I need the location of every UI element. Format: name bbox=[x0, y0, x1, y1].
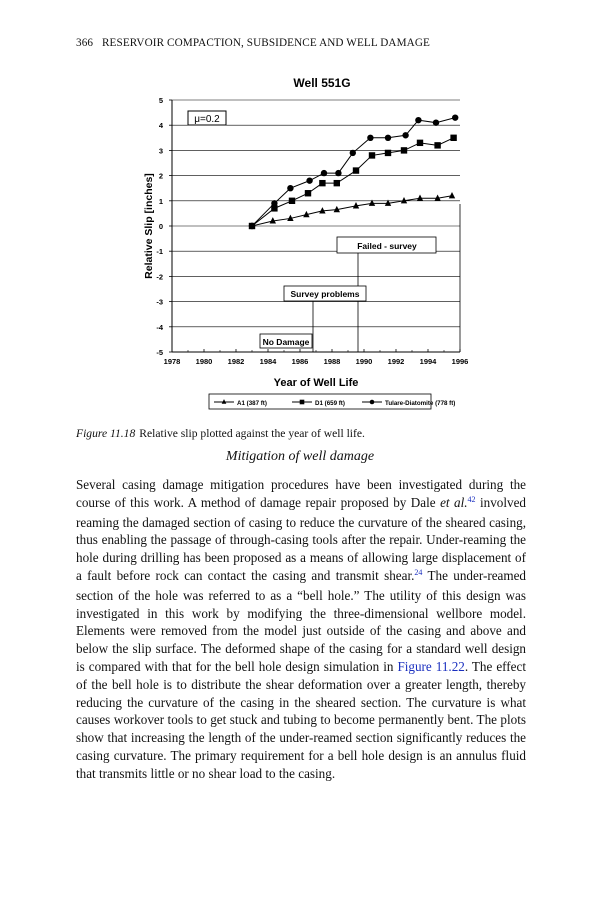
x-tick-label: 1980 bbox=[195, 357, 213, 366]
point-circle bbox=[370, 400, 375, 405]
point-triangle bbox=[417, 194, 423, 200]
y-tick-label: 5 bbox=[158, 96, 163, 105]
legend bbox=[209, 394, 455, 409]
figure-caption bbox=[76, 427, 365, 440]
legend-label: A1 (387 ft) bbox=[237, 400, 267, 407]
point-triangle bbox=[449, 192, 455, 198]
y-axis-label: Relative Slip [inches] bbox=[143, 173, 155, 279]
y-tick-label: -5 bbox=[156, 348, 163, 357]
section-title: Mitigation of well damage bbox=[225, 449, 375, 464]
point-circle bbox=[367, 135, 373, 141]
x-tick-labels bbox=[164, 357, 469, 366]
x-tick-label: 1992 bbox=[387, 357, 405, 366]
point-circle bbox=[271, 200, 277, 206]
x-tick-label: 1978 bbox=[163, 357, 181, 366]
survey-problems-label: Survey problems bbox=[290, 289, 360, 299]
et-al: et al. bbox=[440, 494, 468, 510]
caption-text: Relative slip plotted against the year of well life. bbox=[139, 427, 365, 440]
chart-title: Well 551G bbox=[293, 76, 351, 90]
mu-label: μ=0.2 bbox=[194, 114, 220, 125]
x-tick-label: 1990 bbox=[355, 357, 373, 366]
point-square bbox=[385, 150, 391, 156]
y-tick-label: 3 bbox=[158, 146, 163, 156]
x-tick-label: 1996 bbox=[451, 357, 469, 366]
running-title: RESERVOIR COMPACTION, SUBSIDENCE AND WELL DAMAGE bbox=[102, 37, 430, 49]
point-circle bbox=[415, 117, 421, 123]
point-square bbox=[305, 190, 311, 196]
body-text-4: . The effect of the bell hole is to distribute the shear deformation over a greater length, thereby reducing the curvature of the casing in the sheared section. The curvature is what causes workover tools to get stuck and tubing to become permanently bent. The plots show that increasing the length of the under-reamed section significantly reduces the casing curvature. The primary requirement for a bell hole design is an annulus fluid that transmits little or no shear load to the casing. bbox=[76, 658, 526, 781]
body-text-2: involved reaming the damaged section of casing to reduce the curvature of the sheared casing, thus enabling the passage of through-casing tools after the repair. Under-reaming the hole during drilling has been proposed as a means of allowing large displacement of a fault before rock can contact the casing and transmit shear. bbox=[76, 494, 526, 583]
y-tick-label: 0 bbox=[158, 222, 163, 231]
body-text-1: Several casing damage mitigation procedures have been investigated during the course of this work. A method of damage repair proposed by Dale bbox=[76, 477, 526, 510]
x-tick-label: 1994 bbox=[419, 357, 437, 366]
y-tick-label: -3 bbox=[156, 297, 163, 307]
y-tick-label: 4 bbox=[158, 121, 163, 131]
y-tick-label: -4 bbox=[156, 322, 163, 332]
x-axis-label: Year of Well Life bbox=[273, 377, 359, 389]
point-circle bbox=[433, 119, 439, 125]
legend-label: Tulare-Diatomite (778 ft) bbox=[385, 400, 456, 407]
reference-24[interactable]: 24 bbox=[414, 567, 423, 577]
point-circle bbox=[335, 170, 341, 176]
point-circle bbox=[306, 177, 312, 183]
point-square bbox=[334, 180, 340, 186]
gridlines bbox=[169, 100, 460, 352]
y-tick-label: -2 bbox=[156, 272, 163, 282]
relative-slip-chart bbox=[76, 64, 526, 424]
x-tick-label: 1988 bbox=[323, 357, 341, 366]
point-circle bbox=[385, 135, 391, 141]
y-tick-labels bbox=[156, 96, 164, 357]
series-triangle bbox=[249, 192, 455, 229]
body-text-3: The under-reamed section of the hole was referred to as a “bell hole.” The utility of this design was investigated in this work by modifying the three-dimensional wellbore model. Elements were removed from the model just outside of the casing and above and below the slip surface. The deformed shape of the casing for a standard well design is compared with that for the bell hole design simulation in bbox=[76, 567, 526, 674]
series-layer bbox=[249, 114, 459, 229]
point-circle bbox=[350, 150, 356, 156]
x-tick-label: 1986 bbox=[291, 357, 309, 366]
point-square bbox=[300, 400, 305, 405]
y-tick-label: 1 bbox=[158, 196, 163, 206]
point-square bbox=[353, 167, 359, 173]
point-circle bbox=[402, 132, 408, 138]
point-square bbox=[434, 142, 440, 148]
no-damage-annotation bbox=[260, 334, 312, 348]
y-tick-label: -1 bbox=[156, 247, 163, 257]
running-head bbox=[76, 37, 430, 49]
series-square bbox=[249, 135, 457, 230]
point-square bbox=[450, 135, 456, 141]
point-square bbox=[319, 180, 325, 186]
page-number: 366 bbox=[76, 37, 94, 49]
x-tick-label: 1984 bbox=[259, 357, 277, 366]
point-triangle bbox=[369, 200, 375, 206]
point-circle bbox=[249, 223, 255, 229]
y-tick-label: 2 bbox=[158, 171, 163, 181]
figure-well-551g bbox=[76, 64, 526, 424]
failed-survey-label: Failed - survey bbox=[357, 241, 417, 251]
point-square bbox=[289, 198, 295, 204]
legend-label: D1 (659 ft) bbox=[315, 400, 345, 407]
x-tick-label: 1982 bbox=[227, 357, 245, 366]
no-damage-label: No Damage bbox=[262, 337, 310, 347]
reference-42[interactable]: 42 bbox=[467, 494, 476, 504]
caption-label: Figure 11.18 bbox=[76, 427, 136, 440]
point-circle bbox=[287, 185, 293, 191]
figure-11-22-link[interactable]: Figure 11.22 bbox=[397, 658, 465, 674]
body-paragraph bbox=[76, 476, 526, 783]
mu-annotation bbox=[188, 111, 226, 125]
point-circle bbox=[321, 170, 327, 176]
point-square bbox=[401, 147, 407, 153]
point-circle bbox=[452, 114, 458, 120]
point-square bbox=[369, 152, 375, 158]
point-square bbox=[417, 140, 423, 146]
